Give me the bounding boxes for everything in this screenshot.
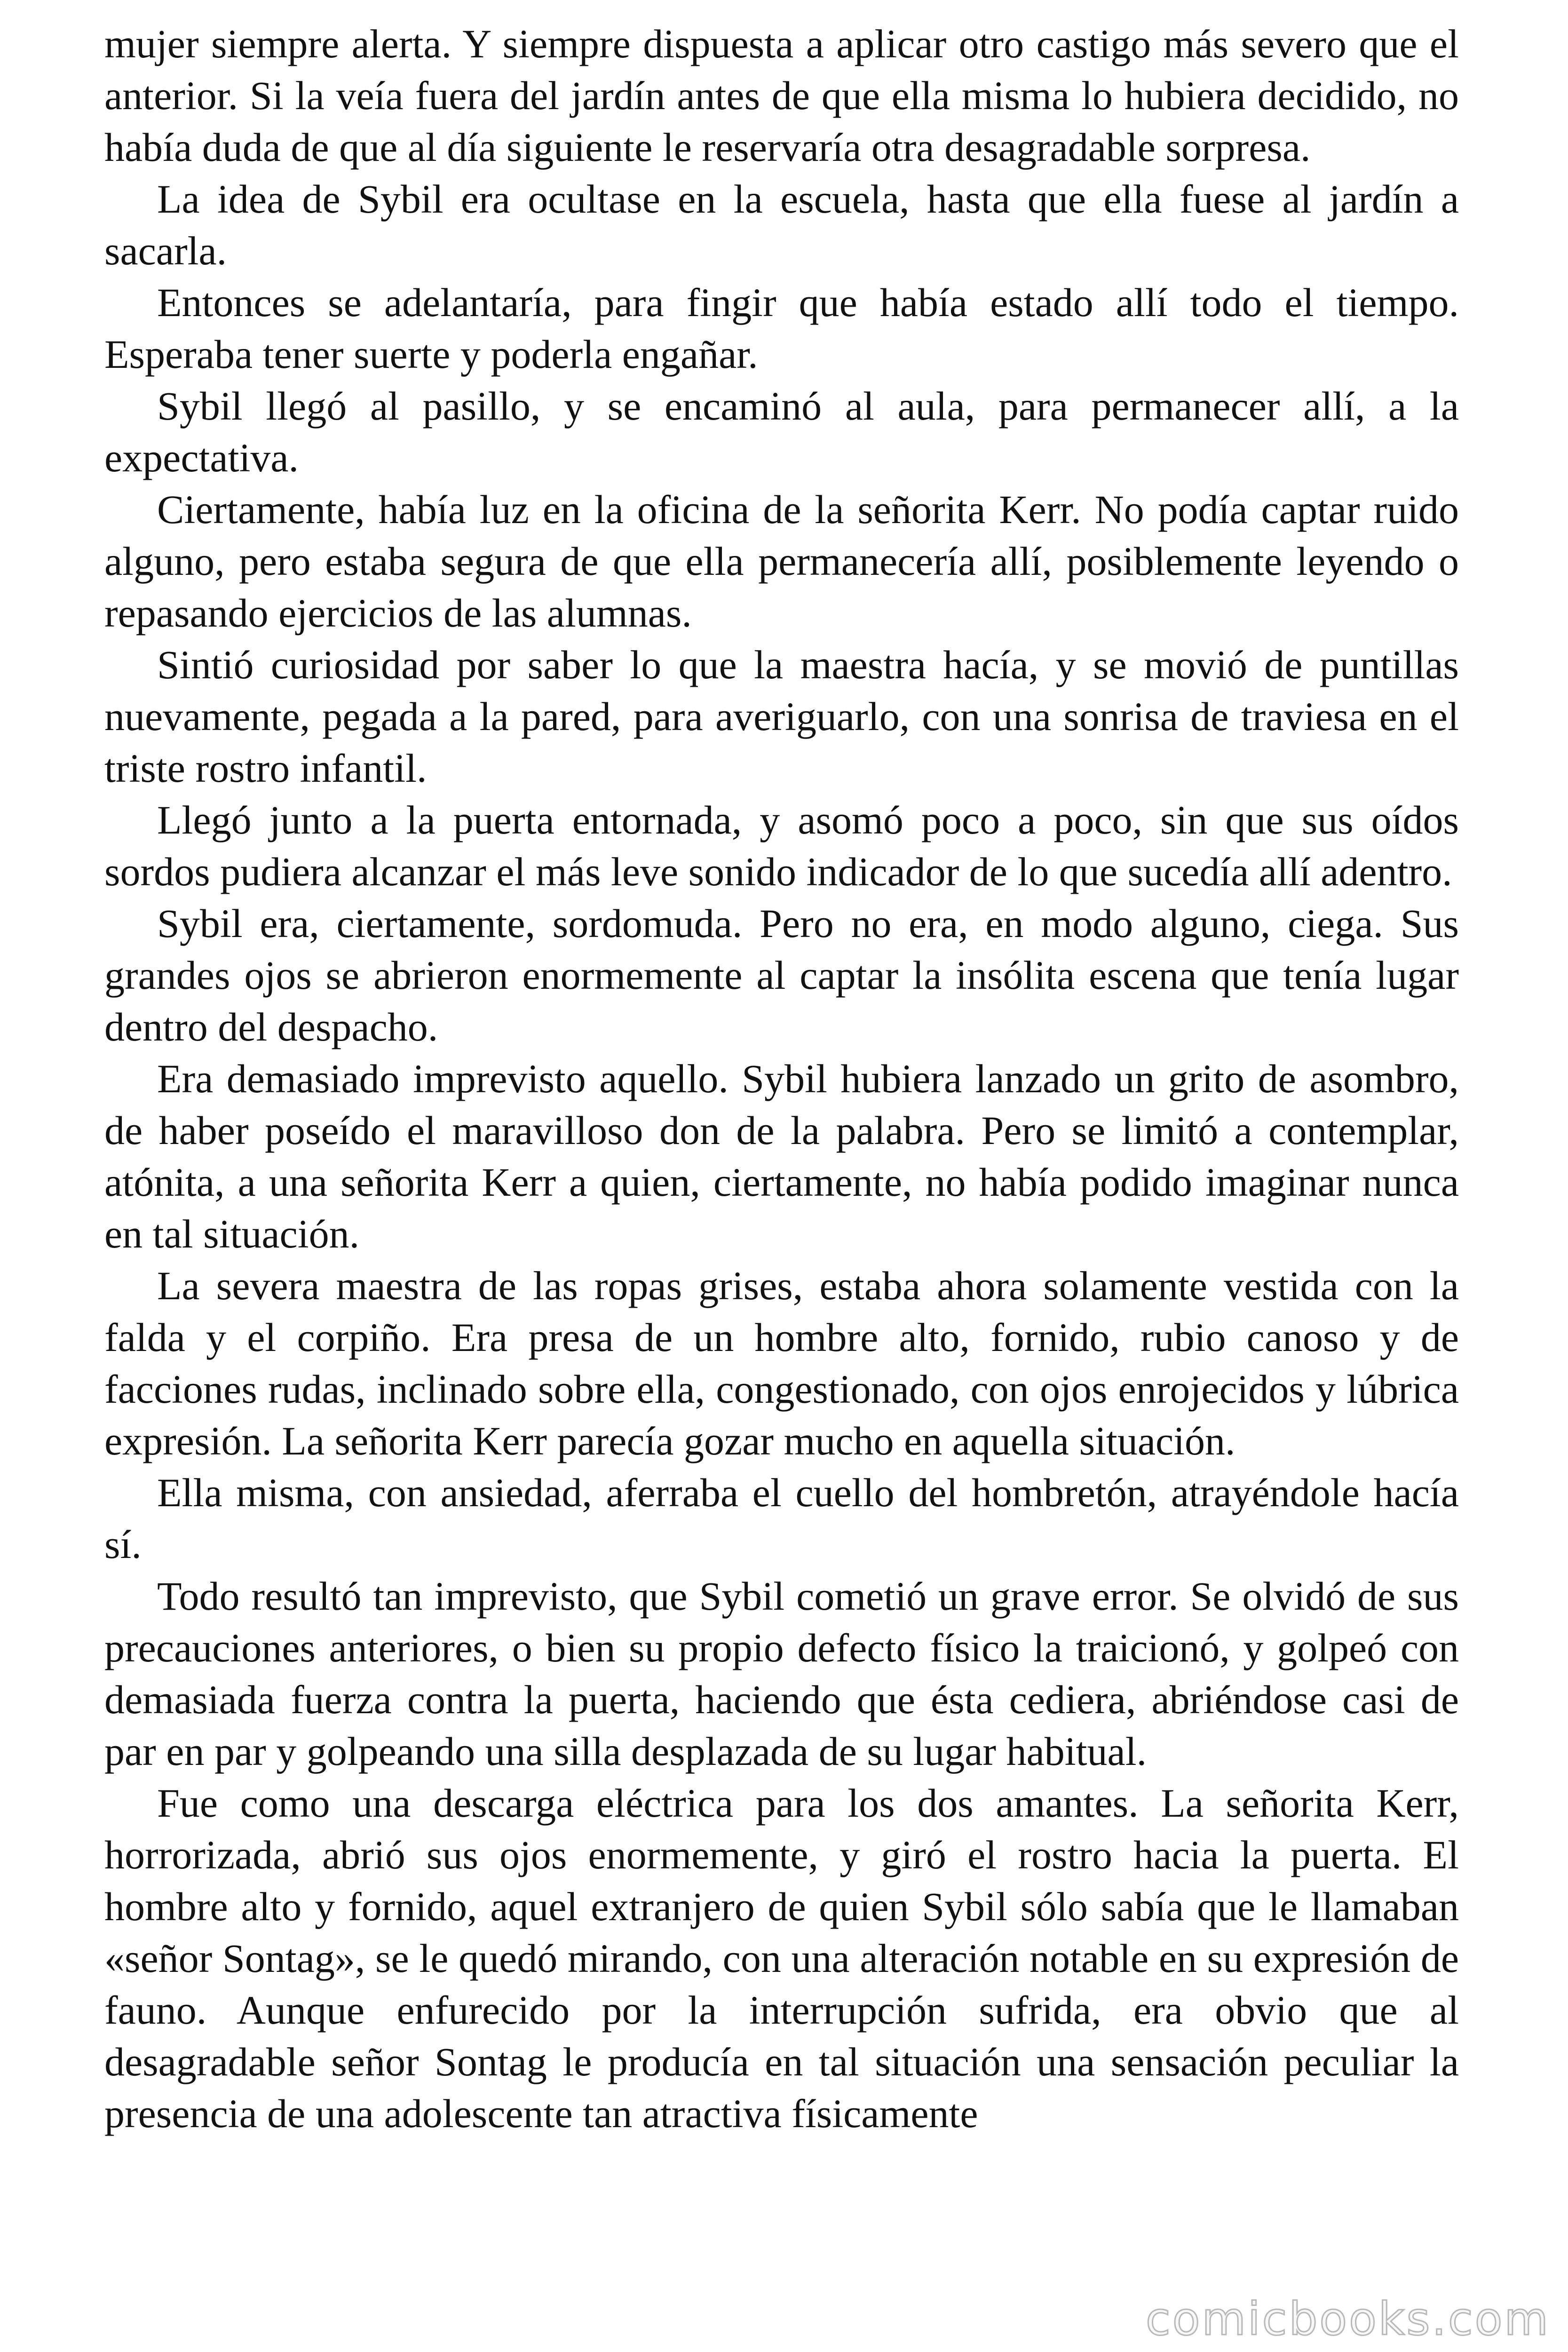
paragraph: La severa maestra de las ropas grises, estaba ahora solamente vestida con la falda y el corpiño. Era presa de un hombre alto, fornido, rubio canoso y de facciones rudas, inclinado sobre ella, congestionado, con ojos enrojecidos y lúbrica expresión. La señorita Kerr parecía gozar mucho en aquella situación. <box>104 1263 1459 1463</box>
body-text <box>104 18 1459 2139</box>
paragraph: Era demasiado imprevisto aquello. Sybil hubiera lanzado un grito de asombro, de haber poseído el maravilloso don de la palabra. Pero se limitó a contemplar, atónita, a una señorita Kerr a quien, ciertamente, no había podido imaginar nunca en tal situación. <box>104 1056 1459 1256</box>
paragraph: Fue como una descarga eléctrica para los dos amantes. La señorita Kerr, horrorizada, abrió sus ojos enormemente, y giró el rostro hacia la puerta. El hombre alto y fornido, aquel extranjero de quien Sybil sólo sabía que le llamaban «señor Sontag», se le quedó mirando, con una alteración notable en su expresión de fauno. Aunque enfurecido por la interrupción sufrida, era obvio que al desagradable señor Sontag le producía en tal situación una sensación peculiar la presencia de una adolescente tan atractiva físicamente <box>104 1780 1459 2136</box>
paragraph: Sintió curiosidad por saber lo que la maestra hacía, y se movió de puntillas nuevamente, pegada a la pared, para averiguarlo, con una sonrisa de traviesa en el triste rostro infantil. <box>104 642 1459 791</box>
paragraph: Entonces se adelantaría, para fingir que había estado allí todo el tiempo. Esperaba tener suerte y poderla engañar. <box>104 280 1459 377</box>
paragraph: Llegó junto a la puerta entornada, y asomó poco a poco, sin que sus oídos sordos pudiera alcanzar el más leve sonido indicador de lo que sucedía allí adentro. <box>104 797 1459 894</box>
paragraph: mujer siempre alerta. Y siempre dispuesta a aplicar otro castigo más severo que el anterior. Si la veía fuera del jardín antes de que ella misma lo hubiera decidido, no había duda de que al día siguiente le reservaría otra desagradable sorpresa. <box>104 21 1459 170</box>
paragraph: La idea de Sybil era ocultase en la escuela, hasta que ella fuese al jardín a sacarla. <box>104 176 1459 273</box>
paragraph: Todo resultó tan imprevisto, que Sybil cometió un grave error. Se olvidó de sus precauciones anteriores, o bien su propio defecto físico la traicionó, y golpeó con demasiada fuerza contra la puerta, haciendo que ésta cediera, abriéndose casi de par en par y golpeando una silla desplazada de su lugar habitual. <box>104 1573 1459 1774</box>
watermark-logo: comicbooks.com <box>1145 2293 1550 2345</box>
paragraph: Sybil llegó al pasillo, y se encaminó al aula, para permanecer allí, a la expectativa. <box>104 383 1459 480</box>
paragraph: Ella misma, con ansiedad, aferraba el cuello del hombretón, atrayéndole hacía sí. <box>104 1470 1459 1567</box>
paragraph: Sybil era, ciertamente, sordomuda. Pero no era, en modo alguno, ciega. Sus grandes ojos se abrieron enormemente al captar la insólita escena que tenía lugar dentro del despacho. <box>104 901 1459 1049</box>
paragraph: Ciertamente, había luz en la oficina de la señorita Kerr. No podía captar ruido alguno, pero estaba segura de que ella permanecería allí, posiblemente leyendo o repasando ejercicios de las alumnas. <box>104 487 1459 636</box>
